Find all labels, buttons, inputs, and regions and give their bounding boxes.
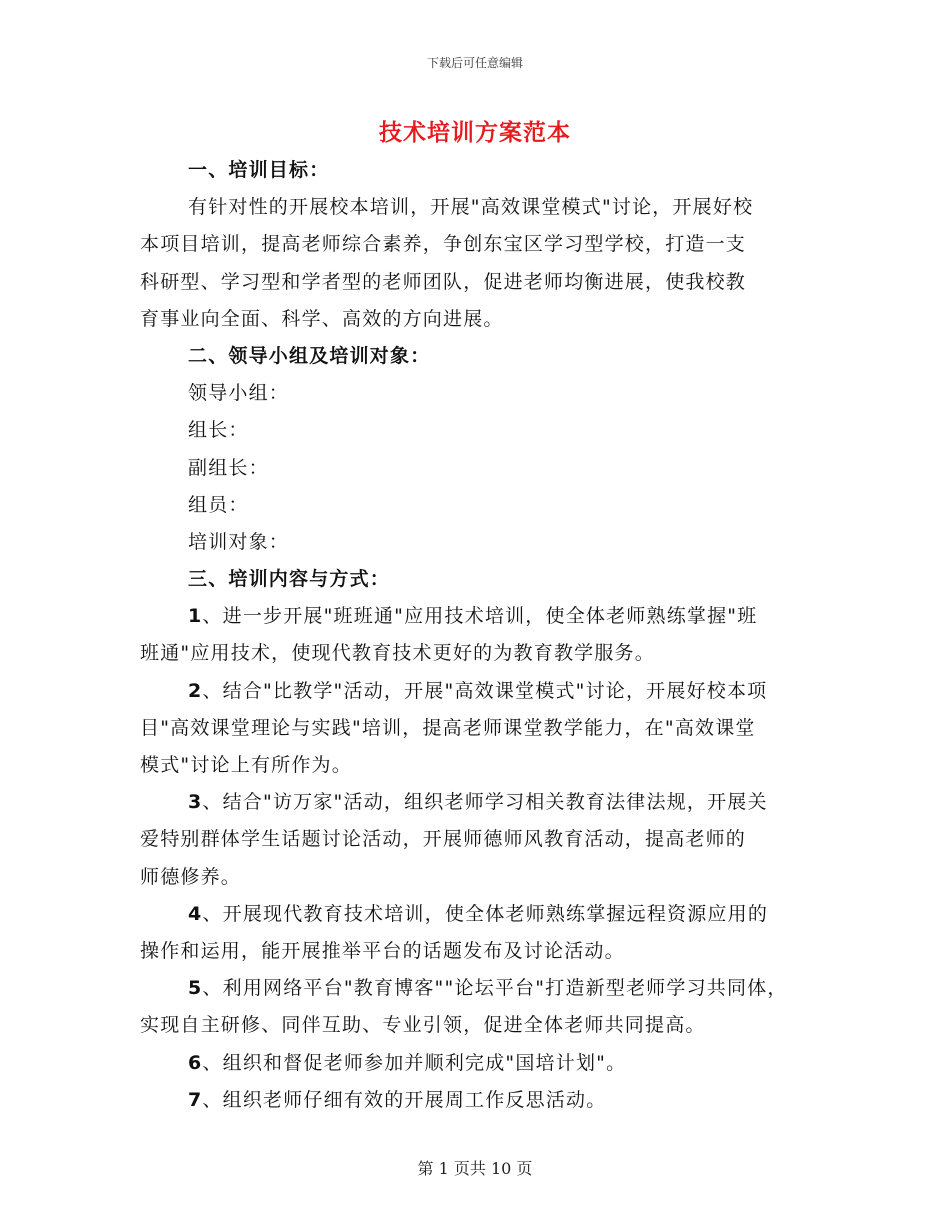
- list-item-line: 师德修养。: [140, 865, 242, 888]
- list-item-line: 爱特别群体学生话题讨论活动，开展师德师风教育活动，提高老师的: [140, 828, 747, 851]
- leadership-line: 组员：: [188, 493, 249, 516]
- list-item-line: [140, 673, 820, 710]
- item-text: 、结合"比教学"活动，开展"高效课堂模式"讨论，开展好校本项: [202, 679, 768, 702]
- item-text: 、组织和督促老师参加并顺利完成"国培计划"。: [202, 1051, 627, 1074]
- paragraph-line: 科研型、学习型和学者型的老师团队，促进老师均衡进展，使我校教: [140, 270, 747, 293]
- item-text: 、组织老师仔细有效的开展周工作反思活动。: [202, 1088, 607, 1111]
- item-number: 7: [188, 1088, 203, 1111]
- list-item-line: 模式"讨论上有所作为。: [140, 754, 352, 776]
- list-item-line: 目"高效课堂理论与实践"培训，提高老师课堂教学能力，在"高效课堂: [140, 716, 756, 739]
- list-item-line: 实现自主研修、同伴互助、专业引领，促进全体老师共同提高。: [140, 1014, 706, 1037]
- paragraph-line: 本项目培训，提高老师综合素养，争创东宝区学习型学校，打造一支: [140, 233, 747, 256]
- list-item-line: [140, 896, 820, 933]
- item-number: 6: [188, 1051, 203, 1074]
- leadership-line: 领导小组：: [188, 382, 290, 405]
- item-text: 、结合"访万家"活动，组织老师学习相关教育法律法规，开展关: [202, 791, 768, 814]
- list-item-line: 班通"应用技术，使现代教育技术更好的为教育教学服务。: [140, 642, 655, 665]
- list-item-line: [140, 1045, 820, 1082]
- item-number: 3: [188, 791, 203, 814]
- leadership-line: 副组长：: [188, 456, 269, 479]
- document-title: 技术培训方案范本: [379, 120, 571, 146]
- item-text: 、开展现代教育技术培训，使全体老师熟练掌握远程资源应用的: [202, 902, 769, 925]
- item-text: 、利用网络平台"教育博客""论坛平台"打造新型老师学习共同体，: [202, 977, 788, 1000]
- item-number: 2: [188, 679, 203, 702]
- list-item-line: [140, 598, 820, 635]
- list-item-line: [140, 784, 820, 821]
- list-item-line: [140, 970, 820, 1007]
- leadership-line: 组长：: [188, 419, 249, 442]
- item-number: 1: [188, 605, 203, 628]
- header-note: 下载后可任意编辑: [426, 56, 523, 70]
- leadership-line: 培训对象：: [188, 530, 290, 553]
- item-text: 、进一步开展"班班通"应用技术培训，使全体老师熟练掌握"班: [202, 605, 758, 628]
- paragraph-line: 育事业向全面、科学、高效的方向进展。: [140, 307, 504, 330]
- list-item-line: [140, 1082, 820, 1119]
- section-heading-goals: 一、培训目标：: [188, 159, 330, 181]
- item-number: 5: [188, 977, 203, 1000]
- page-footer: 第 1 页共 10 页: [417, 1159, 533, 1178]
- item-number: 4: [188, 902, 203, 925]
- list-item-line: 操作和运用，能开展推举平台的话题发布及讨论活动。: [140, 939, 625, 962]
- document-body: [140, 152, 820, 1119]
- paragraph-line: 有针对性的开展校本培训，开展"高效课堂模式"讨论，开展好校: [188, 196, 754, 219]
- section-heading-leadership: 二、领导小组及培训对象：: [188, 344, 431, 367]
- section-heading-content: 三、培训内容与方式：: [188, 568, 391, 591]
